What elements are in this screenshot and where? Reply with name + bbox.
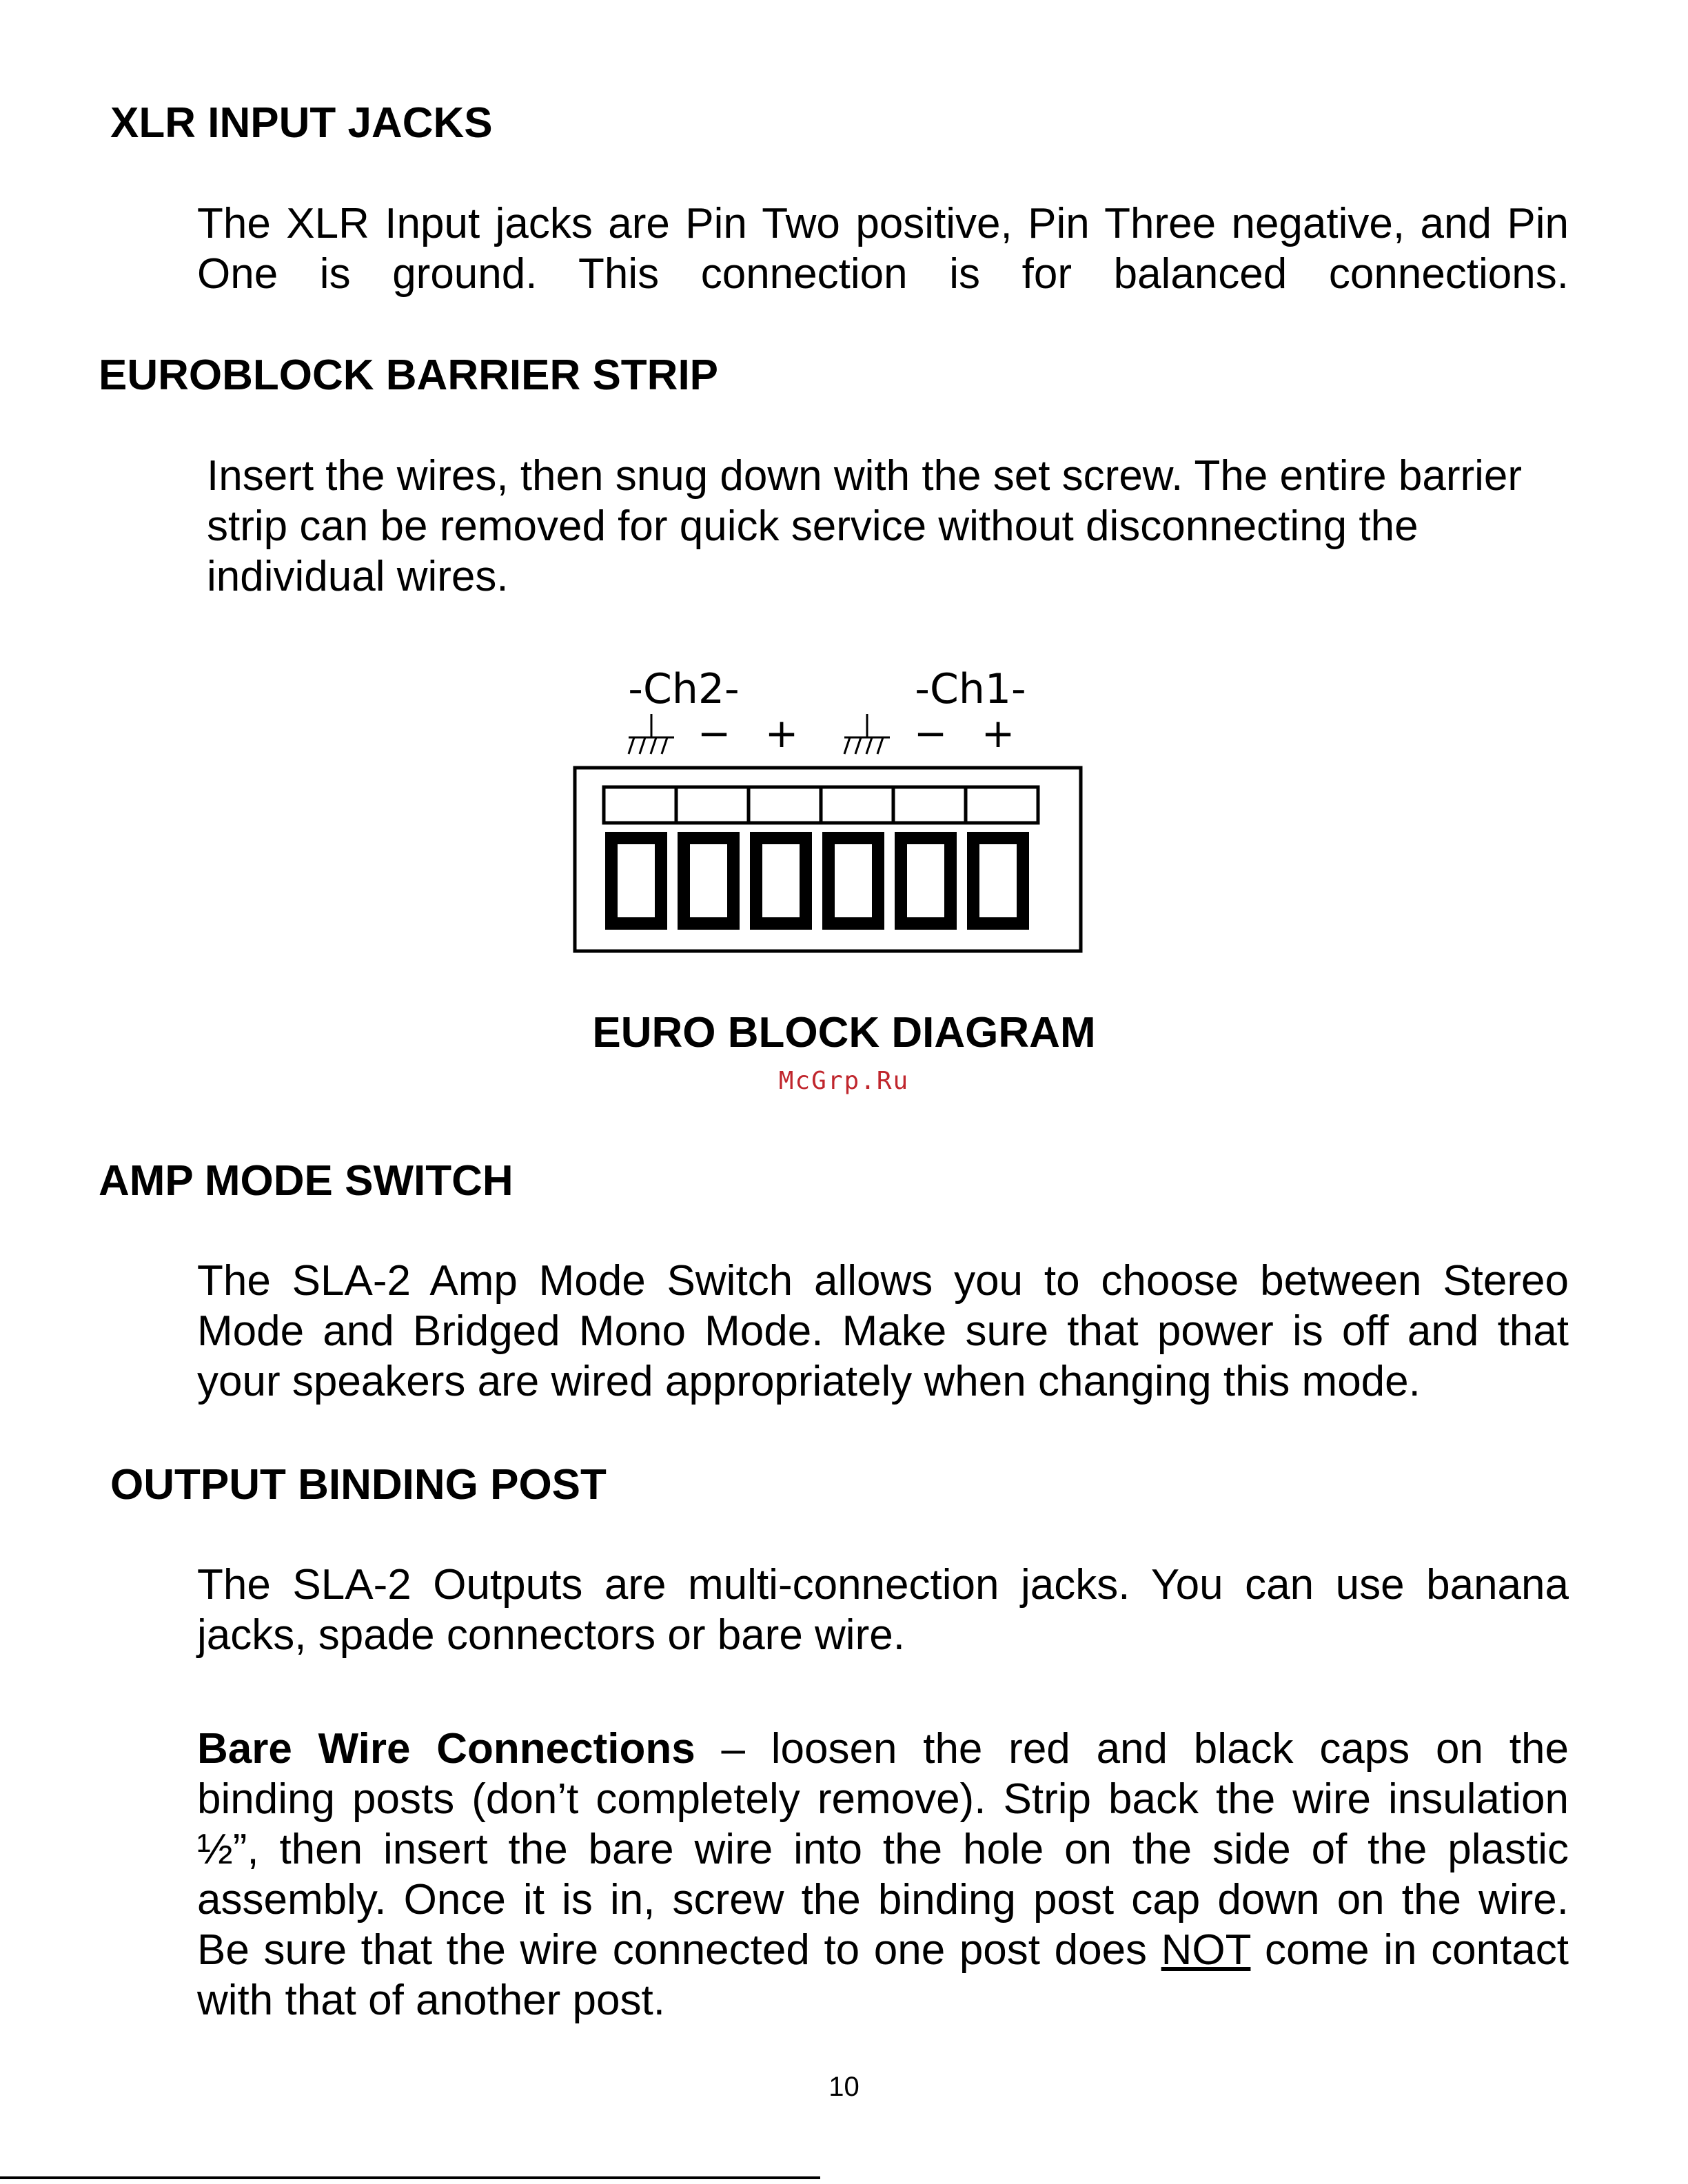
text-line: with that of another post. [197,1977,665,2024]
channel-label-ch2: -Ch2- [628,665,740,713]
terminal-screw-6 [966,787,1038,823]
terminal-screw-5 [893,787,966,823]
paragraph-output [197,1560,1569,1660]
terminal-wire-hole-5 [901,838,950,923]
text-line: ½”, then insert the bare wire into the hole on the side of the plastic [197,1826,1569,1873]
watermark: McGrp.Ru [778,1067,910,1095]
terminal-wire-hole-2 [684,838,733,923]
paragraph-amp-mode [197,1256,1569,1407]
bare-wire-line5-pre: Be sure that the wire connected to one post does [197,1926,1161,1974]
text-line: Mode and Bridged Mono Mode. Make sure that power is off and that [197,1307,1569,1355]
heading-amp-mode-switch: AMP MODE SWITCH [99,1157,513,1205]
terminal-screw-1 [604,787,676,823]
text-line: Insert the wires, then snug down with the set screw. The entire barrier [207,452,1523,500]
terminal-wire-hole-6 [973,838,1023,923]
ground-icon-ch1 [844,714,890,754]
not-emphasis: NOT [1161,1926,1251,1974]
diagram-caption: EURO BLOCK DIAGRAM [592,1009,1096,1057]
paragraph-bare-wire [197,1724,1569,2025]
bare-wire-lead: Bare Wire Connections [197,1725,695,1773]
euro-block-diagram [0,0,1688,979]
text-line: The XLR Input jacks are Pin Two positive, Pin Three negative, and Pin [197,200,1569,247]
ground-icon-ch2 [629,714,674,754]
heading-output-binding-post: OUTPUT BINDING POST [110,1461,607,1509]
heading-xlr-input-jacks: XLR INPUT JACKS [110,99,493,147]
bare-wire-line1-rest: – loosen the red and black caps on the [695,1725,1569,1773]
heading-euroblock-barrier-strip: EUROBLOCK BARRIER STRIP [99,351,719,399]
channel-label-ch1: -Ch1- [915,665,1026,713]
terminal-wire-hole-4 [828,838,878,923]
text-line [197,1925,1569,1975]
text-line: The SLA-2 Outputs are multi-connection jacks. You can use banana [197,1561,1569,1609]
bare-wire-line5-post: come in contact [1250,1926,1569,1974]
text-line: strip can be removed for quick service without disconnecting the [207,502,1418,550]
terminal-wire-hole-3 [756,838,806,923]
text-line: individual wires. [207,553,509,600]
text-line [197,1724,1569,1774]
terminal-wire-hole-1 [611,838,661,923]
terminal-screw-3 [749,787,821,823]
text-line: binding posts (don’t completely remove). Strip back the wire insulation [197,1775,1569,1823]
text-line: your speakers are wired appropriately when changing this mode. [197,1358,1421,1405]
terminal-minus-ch2: − [697,710,731,757]
page-number: 10 [828,2072,860,2102]
terminal-screw-2 [676,787,749,823]
text-line: jacks, spade connectors or bare wire. [197,1611,905,1659]
text-line: One is ground. This connection is for balanced connections. [197,250,1569,298]
terminal-screw-4 [821,787,893,823]
bottom-rule [0,2176,820,2179]
terminal-plus-ch2: + [764,710,799,757]
terminal-plus-ch1: + [981,710,1015,757]
text-line: The SLA-2 Amp Mode Switch allows you to choose between Stereo [197,1257,1569,1305]
terminal-minus-ch1: − [913,710,948,757]
text-line: assembly. Once it is in, screw the binding post cap down on the wire. [197,1876,1569,1923]
